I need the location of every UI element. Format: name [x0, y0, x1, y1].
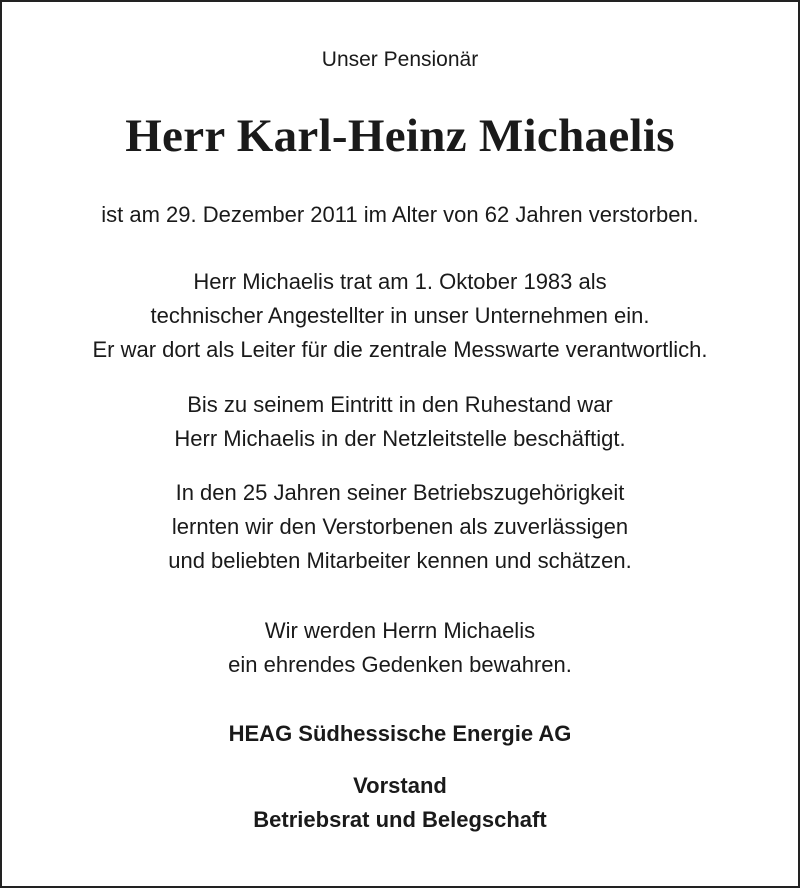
- tribute-line: In den 25 Jahren seiner Betriebszugehörigkeit: [175, 480, 625, 505]
- career-line: Herr Michaelis trat am 1. Oktober 1983 als: [193, 269, 607, 294]
- death-announcement: ist am 29. Dezember 2011 im Alter von 62 Jahren verstorben.: [101, 202, 699, 227]
- signatory-line: Betriebsrat und Belegschaft: [253, 807, 547, 832]
- retirement-line: Bis zu seinem Eintritt in den Ruhestand war: [187, 392, 613, 417]
- career-line: technischer Angestellter in unser Unternehmen ein.: [150, 303, 650, 328]
- remembrance-line: ein ehrendes Gedenken bewahren.: [228, 652, 572, 677]
- retirement-line: Herr Michaelis in der Netzleitstelle beschäftigt.: [174, 426, 626, 451]
- intro-text: Unser Pensionär: [321, 48, 479, 71]
- company-name: HEAG Südhessische Energie AG: [228, 721, 572, 746]
- tribute-line: und beliebten Mitarbeiter kennen und schätzen.: [168, 548, 632, 573]
- signatory-line: Vorstand: [353, 773, 447, 798]
- remembrance-line: Wir werden Herrn Michaelis: [264, 618, 536, 643]
- deceased-name: Herr Karl-Heinz Michaelis: [125, 110, 675, 162]
- career-line: Er war dort als Leiter für die zentrale Messwarte verantwortlich.: [92, 337, 708, 362]
- tribute-line: lernten wir den Verstorbenen als zuverlässigen: [171, 514, 629, 539]
